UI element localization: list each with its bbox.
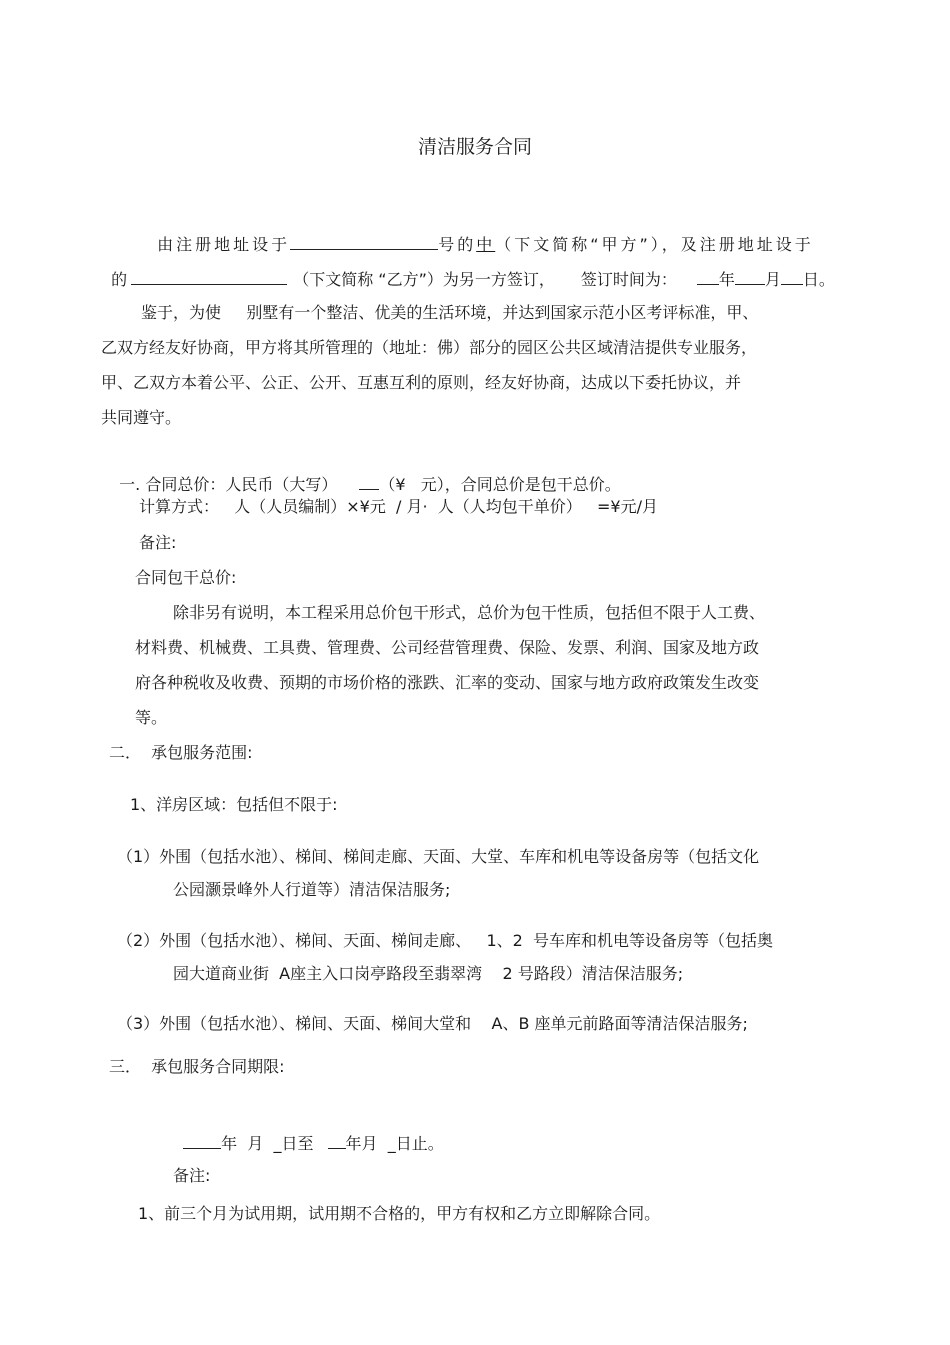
blank-day xyxy=(781,268,803,285)
period-end: 年月 _日止。 xyxy=(345,1134,444,1153)
section2-sub1: 1、洋房区域：包括但不限于: xyxy=(130,795,338,814)
scope-item-2-line-1: （2）外围（包括水池）、梯间、天面、梯间走廊、 1、2 号车库和机电等设备房等（包括奥 xyxy=(117,931,773,950)
scope-item-1-line-1: （1）外围（包括水池）、梯间、梯间走廊、天面、大堂、车库和机电等设备房等（包括文化 xyxy=(117,847,760,866)
section1-heading xyxy=(109,453,621,495)
lump-text-line: 材料费、机械费、工具费、管理费、公司经营管理费、保险、发票、利润、国家及地方政 xyxy=(135,638,760,657)
section2-heading: 二． 承包服务范围: xyxy=(109,743,253,762)
intro-text-1c: 中 xyxy=(476,235,496,254)
intro-year: 年 xyxy=(718,270,735,289)
whereas-line: 乙双方经友好协商，甲方将其所管理的（地址：佛）部分的园区公共区域清洁提供专业服务， xyxy=(101,338,758,357)
section1-note-label: 备注: xyxy=(139,533,177,552)
section1-heading-b: （¥ 元），合同总价是包干总价。 xyxy=(379,475,621,494)
blank-start-year xyxy=(183,1132,221,1149)
intro-line-2 xyxy=(101,248,835,290)
blank-end-year xyxy=(328,1132,346,1149)
section1-calc: 计算方式： 人（人员编制）×¥元 / 月· 人（人均包干单价） =¥元/月 xyxy=(139,497,658,516)
whereas-line: 共同遵守。 xyxy=(101,408,182,427)
intro-day: 日。 xyxy=(802,270,835,289)
lump-text-line: 除非另有说明，本工程采用总价包干形式，总价为包干性质，包括但不限于人工费、 xyxy=(173,603,766,622)
blank-year xyxy=(697,268,719,285)
blank-registered-address-b xyxy=(131,268,287,285)
scope-item-2-line-2: 园大道商业街 A座主入口岗亭路段至翡翠湾 2 号路段）清洁保洁服务; xyxy=(173,964,684,983)
intro-text-1b: 号的 xyxy=(438,235,477,254)
whereas-line: 甲、乙双方本着公平、公正、公开、互惠互利的原则，经友好协商，达成以下委托协议，并 xyxy=(101,373,742,392)
section3-note-1: 1、前三个月为试用期，试用期不合格的，甲方有权和乙方立即解除合同。 xyxy=(138,1204,661,1223)
intro-text-2b: （下文简称 “乙方”）为另一方签订， xyxy=(293,270,555,289)
intro-text-2c: 签订时间为： xyxy=(580,270,677,289)
lump-text-line: 等。 xyxy=(135,708,168,727)
intro-text-1d: （下文简称“甲方”），及注册地址设于 xyxy=(495,235,814,254)
intro-month: 月 xyxy=(764,270,781,289)
period-start: 年 月 _日至 xyxy=(221,1134,314,1153)
lump-text-line: 府各种税收及收费、预期的市场价格的涨跌、汇率的变动、国家与地方政府政策发生改变 xyxy=(135,673,760,692)
section3-heading: 三． 承包服务合同期限: xyxy=(109,1057,285,1076)
section1-heading-a: 一. 合同总价：人民币（大写） xyxy=(119,475,338,494)
contract-title: 清洁服务合同 xyxy=(417,136,532,158)
contract-period xyxy=(173,1112,444,1154)
scope-item-3-line-1: （3）外围（包括水池）、梯间、天面、梯间大堂和 A、B 座单元前路面等清洁保洁服务; xyxy=(117,1014,748,1033)
blank-amount-words xyxy=(359,473,379,490)
scope-item-1-line-2: 公园灏景峰外人行道等）清洁保洁服务; xyxy=(173,880,451,899)
whereas-line: 鉴于，为使 别墅有一个整洁、优美的生活环境，并达到国家示范小区考评标准，甲、 xyxy=(141,303,759,322)
section1-lump-label: 合同包干总价: xyxy=(135,568,237,587)
blank-month xyxy=(735,268,765,285)
section3-note-label: 备注: xyxy=(173,1166,211,1185)
intro-text-1a: 由注册地址设于 xyxy=(157,235,291,254)
intro-text-2a: 的 xyxy=(111,270,128,289)
